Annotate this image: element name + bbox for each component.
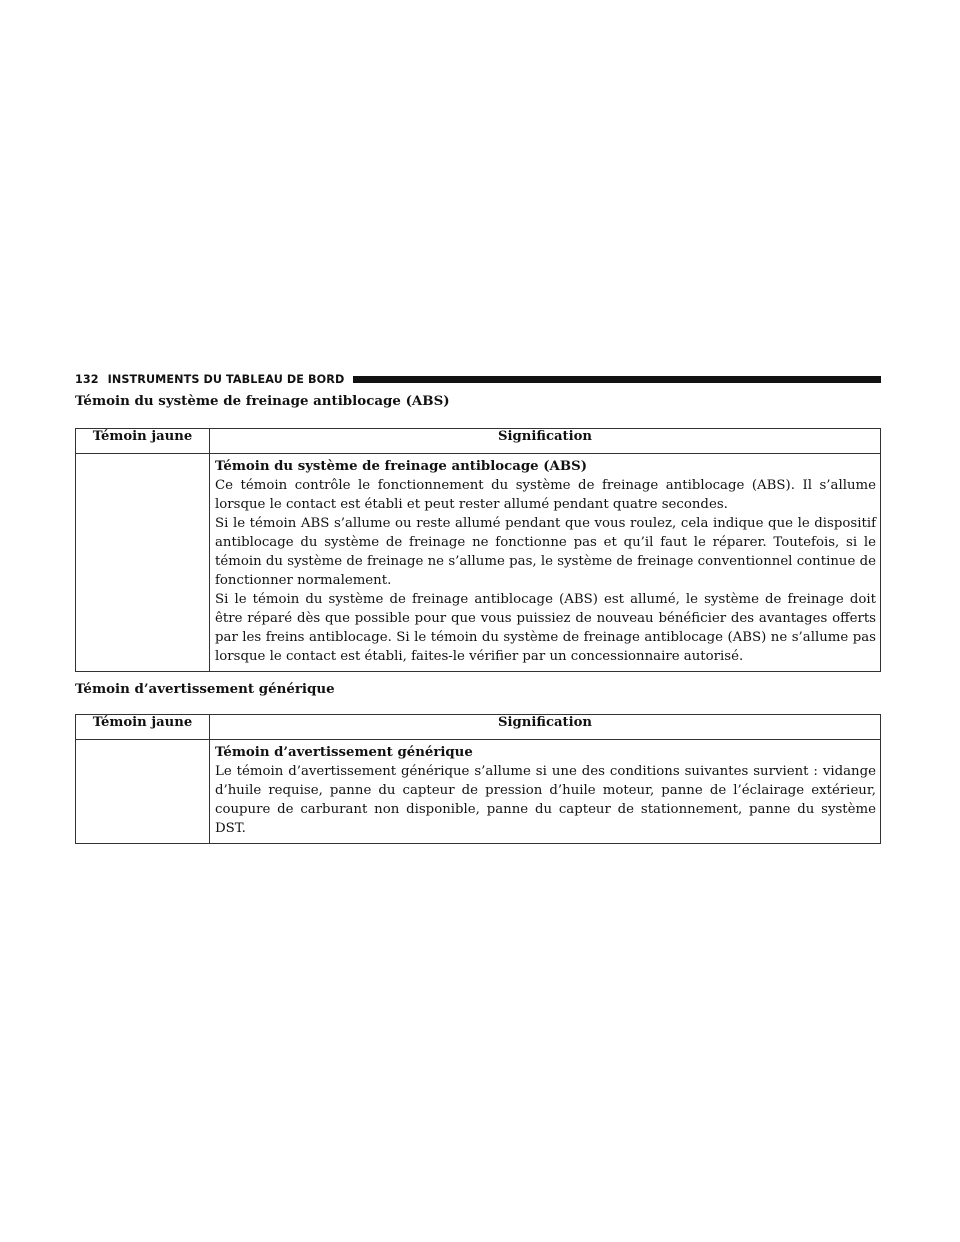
table-row <box>76 740 881 844</box>
table-header-row <box>76 715 881 740</box>
page-number: 132 <box>75 372 99 386</box>
abs-description-cell <box>210 454 881 672</box>
table-header-row <box>76 429 881 454</box>
running-head <box>75 372 881 386</box>
col-header-temoin: Témoin jaune <box>76 715 210 740</box>
abs-table <box>75 428 881 672</box>
generic-warning-paragraph-1: Le témoin d’avertissement générique s’allume si une des conditions suivantes survient : vidange d’huile requise, panne du capteur de pression d’huile moteur, panne de l’éclairage extérieur, coupure de carburant non disponible, panne du capteur de stationnement, panne du système DST. <box>215 764 876 836</box>
generic-warning-icon-cell <box>76 740 210 844</box>
abs-heading: Témoin du système de freinage antiblocage (ABS) <box>75 393 450 409</box>
generic-warning-row-title: Témoin d’avertissement générique <box>215 745 473 760</box>
col-header-signification: Signification <box>210 715 881 740</box>
col-header-signification: Signification <box>210 429 881 454</box>
col-header-temoin: Témoin jaune <box>76 429 210 454</box>
table-row <box>76 454 881 672</box>
generic-warning-table <box>75 714 881 844</box>
abs-icon-cell <box>76 454 210 672</box>
generic-warning-description-cell <box>210 740 881 844</box>
header-rule <box>353 376 881 383</box>
generic-warning-heading: Témoin d’avertissement générique <box>75 681 335 697</box>
abs-paragraph-2: Si le témoin ABS s’allume ou reste allumé pendant que vous roulez, cela indique que le dispositif antiblocage du système de freinage ne fonctionne pas et qu’il faut le réparer. Toutefois, si le témoin du système de freinage ne s’allume pas, le système de freinage conventionnel continue de fonctionner normalement. <box>215 516 876 588</box>
abs-paragraph-3: Si le témoin du système de freinage antiblocage (ABS) est allumé, le système de freinage doit être réparé dès que possible pour que vous puissiez de nouveau bénéficier des avantages offerts par les freins antiblocage. Si le témoin du système de freinage antiblocage (ABS) ne s’allume pas lorsque le contact est établi, faites-le vérifier par un concessionnaire autorisé. <box>215 592 876 664</box>
section-title: INSTRUMENTS DU TABLEAU DE BORD <box>107 372 345 386</box>
abs-paragraph-1: Ce témoin contrôle le fonctionnement du système de freinage antiblocage (ABS). Il s’allume lorsque le contact est établi et peut rester allumé pendant quatre secondes. <box>215 478 876 512</box>
abs-row-title: Témoin du système de freinage antiblocage (ABS) <box>215 459 587 474</box>
